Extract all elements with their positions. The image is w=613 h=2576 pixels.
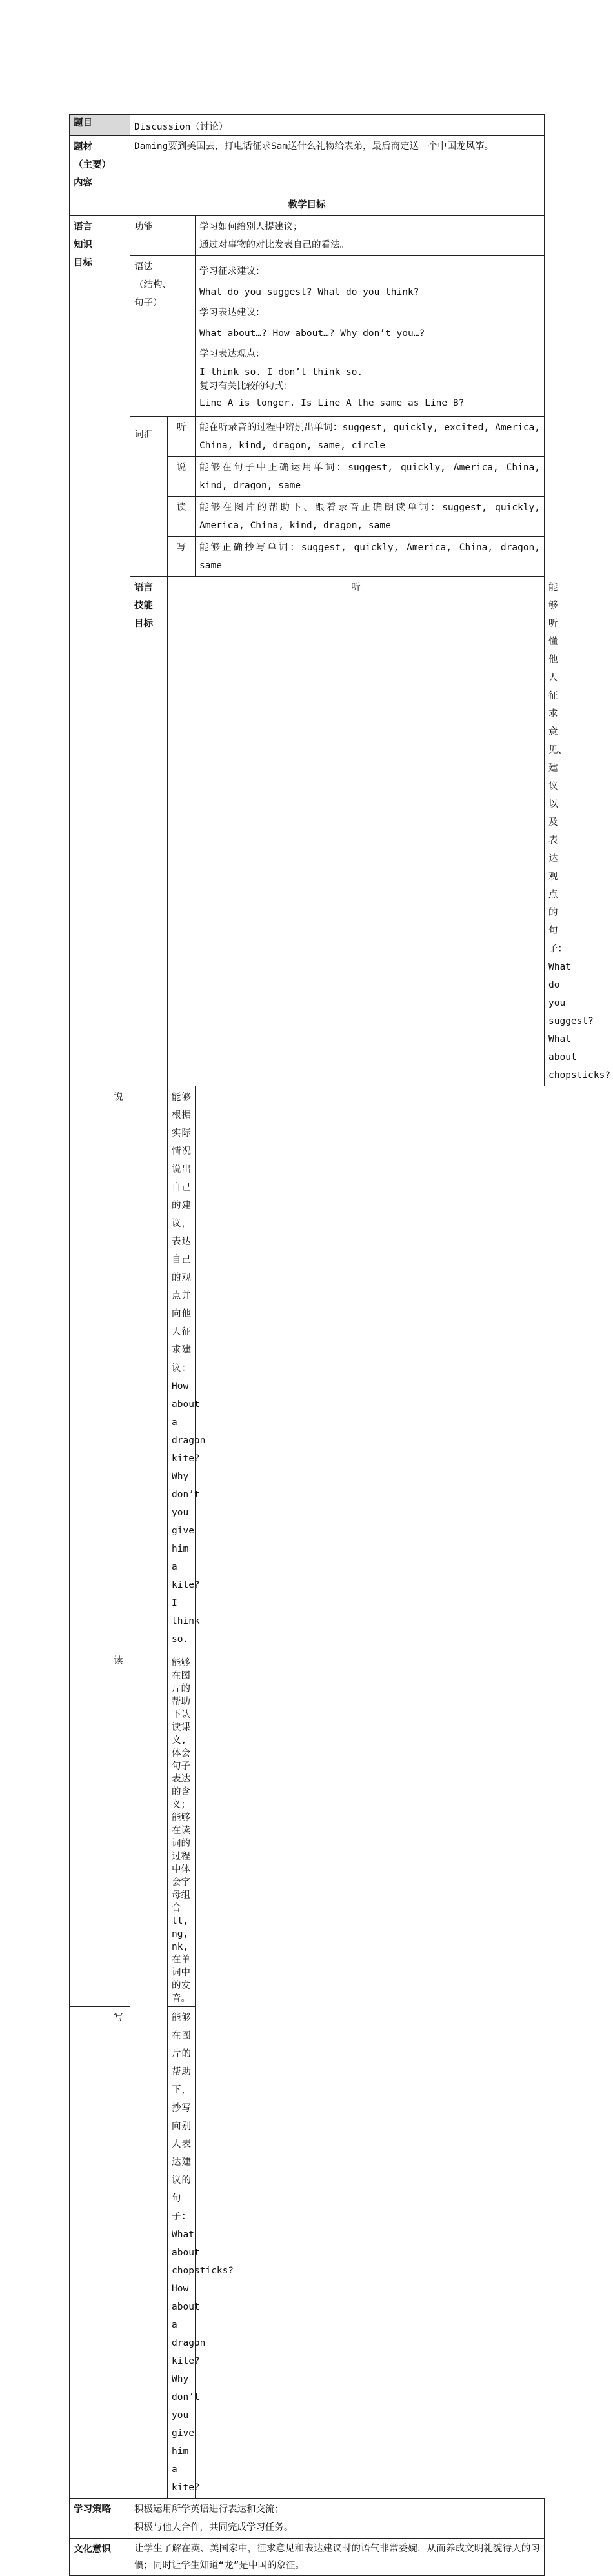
- grammar-label-line: 句子）: [134, 298, 163, 308]
- vocab-skill-speak: 说: [168, 457, 196, 497]
- grammar-line: 复习有关比较的句式：: [199, 381, 293, 392]
- vocab-skill-read: 读: [168, 497, 196, 537]
- topic-value: Discussion（讨论）: [130, 115, 545, 136]
- grammar-line: Line A is longer. Is Line A the same as Line B?: [199, 398, 465, 408]
- material-label-line: 题材: [74, 142, 92, 152]
- skill-label-write: 写: [70, 2007, 168, 2499]
- vocab-text-speak: 能够在句子中正确运用单词：suggest, quickly, America, China, kind, dragon, same: [196, 457, 545, 497]
- material-row: [70, 136, 545, 194]
- language-skills-label-line: 语言: [134, 583, 153, 593]
- strategy-row: [70, 2499, 545, 2539]
- language-skills-label-line: 技能: [134, 601, 153, 611]
- vocab-text-listen: 能在听录音的过程中辨别出单词：suggest, quickly, excited, America, China, kind, dragon, same, circle: [196, 417, 545, 457]
- function-line: 学习如何给别人提建议；: [199, 222, 303, 232]
- skill-text-read: [168, 1650, 196, 2007]
- material-value: Daming要到美国去，打电话征求Sam送什么礼物给表弟，最后商定送一个中国龙风筝。: [130, 136, 545, 194]
- language-skills-label-line: 目标: [134, 619, 153, 629]
- grammar-label: [130, 256, 196, 417]
- function-label: 功能: [130, 216, 196, 256]
- grammar-line: 学习表达观点：: [199, 349, 265, 359]
- skill-text-speak: 能够根据实际情况说出自己的建议，表达自己的观点并向他人征求建议：How about a dragon kite? Why don’t you give him a kite? I think so.: [168, 1086, 196, 1650]
- grammar-line: 学习征求建议：: [199, 266, 265, 277]
- language-knowledge-label: [70, 216, 130, 1086]
- skill-label-read: 读: [70, 1650, 168, 2007]
- skill-row-write: [70, 2007, 545, 2499]
- vocab-skill-listen: 听: [168, 417, 196, 457]
- skill-row-speak: [70, 1086, 545, 1650]
- function-line: 通过对事物的对比发表自己的看法。: [199, 240, 349, 250]
- skill-row-read: [70, 1650, 545, 2007]
- learning-strategy-label: 学习策略: [70, 2499, 130, 2539]
- grammar-label-line: （结构、: [134, 280, 172, 290]
- skill-label-listen: 听: [168, 577, 545, 1086]
- grammar-line: What about…? How about…? Why don’t you…?: [199, 328, 425, 339]
- skill-read-line: 能够在读词的过程中体会字母组合ll, ng, nk,在单词中的发音。: [172, 1813, 190, 2004]
- vocab-row-listen: [70, 417, 545, 457]
- lesson-plan-table: [69, 114, 611, 2576]
- material-label: [70, 136, 130, 194]
- vocab-text-read: 能够在图片的帮助下、跟着录音正确朗读单词：suggest, quickly, America, China, kind, dragon, same: [196, 497, 545, 537]
- topic-label: 题目: [70, 115, 130, 136]
- learning-strategy-content: [130, 2499, 545, 2539]
- material-label-line: （主要）: [74, 160, 111, 170]
- language-knowledge-label-line: 目标: [74, 258, 92, 268]
- language-knowledge-label-line: 知识: [74, 240, 92, 250]
- skill-text-write: 能够在图片的帮助下，抄写向别人表达建议的句子：What about chopsticks? How about a dragon kite? Why don’t you give him a kite?: [168, 2007, 196, 2499]
- skill-label-speak: 说: [70, 1086, 168, 1650]
- vocab-text-write: 能够正确抄写单词：suggest, quickly, America, China, dragon, same: [196, 537, 545, 577]
- objectives-title: 教学目标: [70, 194, 545, 216]
- culture-row: [70, 2539, 545, 2576]
- grammar-content: [196, 256, 545, 417]
- language-knowledge-label-line: 语言: [74, 222, 92, 232]
- grammar-label-line: 语法: [134, 262, 153, 272]
- function-content: [196, 216, 545, 256]
- strategy-line: 积极与他人合作，共同完成学习任务。: [134, 2522, 294, 2533]
- vocabulary-label: 词汇: [130, 417, 168, 577]
- cultural-awareness-label: 文化意识: [70, 2539, 130, 2576]
- vocab-skill-write: 写: [168, 537, 196, 577]
- grammar-line: I think so. I don’t think so.: [199, 367, 363, 377]
- objectives-title-row: [70, 194, 545, 216]
- skill-row-listen: 语言 技能 目标 听 能够听懂他人征求意见、建议以及表达观点的句子：What do you suggest? What about chopsticks?: [70, 577, 545, 1086]
- grammar-row: [70, 256, 545, 417]
- topic-row: [70, 115, 545, 136]
- grammar-line: 学习表达建议：: [199, 308, 265, 318]
- skill-read-line: 能够在图片的帮助下认读课文, 体会句子表达的含义；: [172, 1658, 190, 1810]
- grammar-line: What do you suggest? What do you think?: [199, 287, 419, 297]
- material-label-line: 内容: [74, 178, 92, 188]
- function-row: [70, 216, 545, 256]
- strategy-line: 积极运用所学英语进行表达和交流；: [134, 2504, 284, 2515]
- cultural-awareness-content: 让学生了解在英、美国家中，征求意见和表达建议时的语气非常委婉，从而养成文明礼貌待人的习惯；同时让学生知道“龙”是中国的象征。: [130, 2539, 545, 2576]
